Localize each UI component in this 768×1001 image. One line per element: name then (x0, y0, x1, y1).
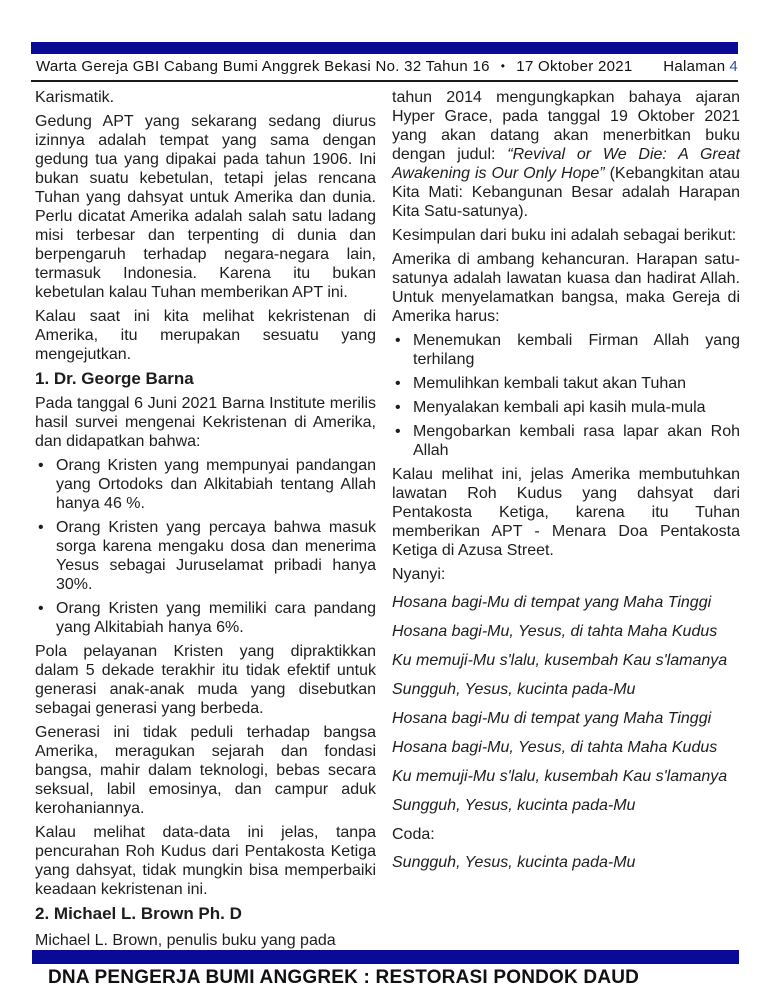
heading-name: Michael L. Brown Ph. D (53, 904, 242, 923)
footer-motto: DNA PENGERJA BUMI ANGGREK : RESTORASI PONDOK DAUD (48, 967, 640, 988)
list-item-text: Memulihkan kembali takut akan Tuhan (413, 375, 687, 392)
header-navy-bar (31, 42, 738, 54)
page-label: Halaman (663, 58, 726, 75)
lyric-line: Hosana bagi-Mu di tempat yang Maha Tinggi (392, 710, 712, 727)
list-item (392, 374, 740, 393)
section-heading-george-barna: 1. Dr. George Barna (35, 369, 194, 388)
header-row (36, 58, 738, 75)
footer-navy-bar (32, 950, 739, 964)
list-item-text: Menemukan kembali Firman Allah yang terhilang (413, 332, 740, 368)
list-item (392, 422, 740, 460)
heading-number: 2. (35, 904, 54, 923)
list-item (35, 599, 376, 637)
header-rule (31, 80, 738, 82)
lyric-line: Hosana bagi-Mu, Yesus, di tahta Maha Kudus (392, 623, 718, 640)
lyric-line: Hosana bagi-Mu, Yesus, di tahta Maha Kudus (392, 739, 718, 756)
header-separator-dot: • (500, 59, 506, 73)
section-heading-michael-brown (35, 904, 376, 924)
bullet-icon: • (38, 457, 44, 474)
article-body (35, 88, 740, 950)
paragraph: Kalau melihat data-data ini jelas, tanpa pencurahan Roh Kudus dari Pentakosta Ketiga yang dahsyat, tidak mungkin bisa memperbaiki keadaan kekristenan ini. (35, 824, 376, 898)
paragraph: Kesimpulan dari buku ini adalah sebagai berikut: (392, 227, 737, 244)
paragraph: Michael L. Brown, penulis buku yang pada (35, 932, 336, 949)
lyric-line: Hosana bagi-Mu di tempat yang Maha Tinggi (392, 594, 712, 611)
list-item-text: Menyalakan kembali api kasih mula-mula (413, 399, 706, 416)
list-item (392, 398, 740, 417)
bullet-icon: • (38, 519, 44, 536)
lyric-line: Ku memuji-Mu s'lalu, kusembah Kau s'lamanya (392, 768, 728, 785)
page-indicator (663, 58, 738, 75)
paragraph: Gedung APT yang sekarang sedang diurus izinnya adalah tempat yang sama dengan gedung tua yang dipakai pada tahun 1906. Ini bukan suatu kebetulan, tetapi jelas rencana Tuhan yang dahsyat untuk Amerika dan dunia. Perlu dicatat Amerika adalah salah satu ladang misi terbesar dan terpenting di dunia dan berpengaruh terhadap negara-negara lain, termasuk Indonesia. Karena itu bukan kebetulan kalau Tuhan memberikan APT ini. (35, 113, 376, 301)
newsletter-date: 17 Oktober 2021 (516, 58, 633, 75)
bullet-icon: • (395, 399, 401, 416)
lyric-line: Sungguh, Yesus, kucinta pada-Mu (392, 681, 636, 698)
list-item (35, 518, 376, 594)
coda-label: Coda: (392, 826, 435, 843)
lyric-line: Sungguh, Yesus, kucinta pada-Mu (392, 797, 636, 814)
paragraph: Kalau melihat ini, jelas Amerika membutuhkan lawatan Roh Kudus yang dahsyat dari Pentakosta Ketiga, karena itu Tuhan memberikan APT - Menara Doa Pentakosta Ketiga di Azusa Street. (392, 466, 740, 559)
list-item-text: Orang Kristen yang memiliki cara pandang yang Alkitabiah hanya 6%. (56, 600, 376, 636)
paragraph: Pola pelayanan Kristen yang dipraktikkan dalam 5 dekade terakhir itu tidak efektif untuk generasi anak-anak muda yang disebutkan sebagai generasi yang berbeda. (35, 643, 376, 717)
paragraph: Kalau saat ini kita melihat kekristenan di Amerika, itu merupakan sesuatu yang mengejutkan. (35, 308, 376, 363)
book-title-italic: “Revival or We Die: A Great Awakening is Our Only Hope” (392, 146, 741, 182)
paragraph: Amerika di ambang kehancuran. Harapan satu-satunya adalah lawatan kuasa dan hadirat Allah. Untuk menyelamatkan bangsa, maka Gereja di Amerika harus: (392, 251, 740, 325)
lyric-line: Ku memuji-Mu s'lalu, kusembah Kau s'lamanya (392, 652, 728, 669)
header-left (36, 58, 633, 75)
list-item-text: Orang Kristen yang percaya bahwa masuk sorga karena mengaku dosa dan menerima Yesus sebagai Juruselamat pribadi hanya 30%. (56, 519, 376, 593)
lyric-line: Sungguh, Yesus, kucinta pada-Mu (392, 854, 636, 871)
bullet-icon: • (395, 423, 401, 440)
bullet-icon: • (395, 332, 401, 349)
bullet-icon: • (38, 600, 44, 617)
book-paragraph-before: tahun 2014 mengungkapkan bahaya ajaran Hyper Grace, pada tanggal 19 Oktober 2021 yang akan datang akan menerbitkan buku dengan judul: (392, 89, 740, 163)
right-column (392, 88, 740, 950)
list-item-text: Mengobarkan kembali rasa lapar akan Roh Allah (413, 423, 740, 459)
newsletter-title: Warta Gereja GBI Cabang Bumi Anggrek Bekasi No. 32 Tahun 16 (36, 58, 490, 75)
list-item (392, 331, 740, 369)
list-item-text: Orang Kristen yang mempunyai pandangan yang Ortodoks dan Alkitabiah tentang Allah hanya 46 %. (56, 457, 376, 512)
book-paragraph-after: (Kebangkitan atau Kita Mati: Kebangunan Besar adalah Harapan Kita Satu-satunya). (392, 165, 740, 220)
paragraph: Generasi ini tidak peduli terhadap bangsa Amerika, meragukan sejarah dan fondasi bangsa, mahir dalam teknologi, bebas secara seksual, labil emosinya, dan campur aduk kerohaniannya. (35, 724, 376, 817)
paragraph-book-title (392, 88, 740, 221)
page-number: 4 (729, 58, 738, 75)
left-column (35, 88, 376, 950)
list-item (35, 456, 376, 513)
bullet-icon: • (395, 375, 401, 392)
paragraph: Karismatik. (35, 89, 115, 106)
song-section-label: Nyanyi: (392, 566, 446, 583)
paragraph: Pada tanggal 6 Juni 2021 Barna Institute merilis hasil survei mengenai Kekristenan di Amerika, dan didapatkan bahwa: (35, 395, 376, 450)
